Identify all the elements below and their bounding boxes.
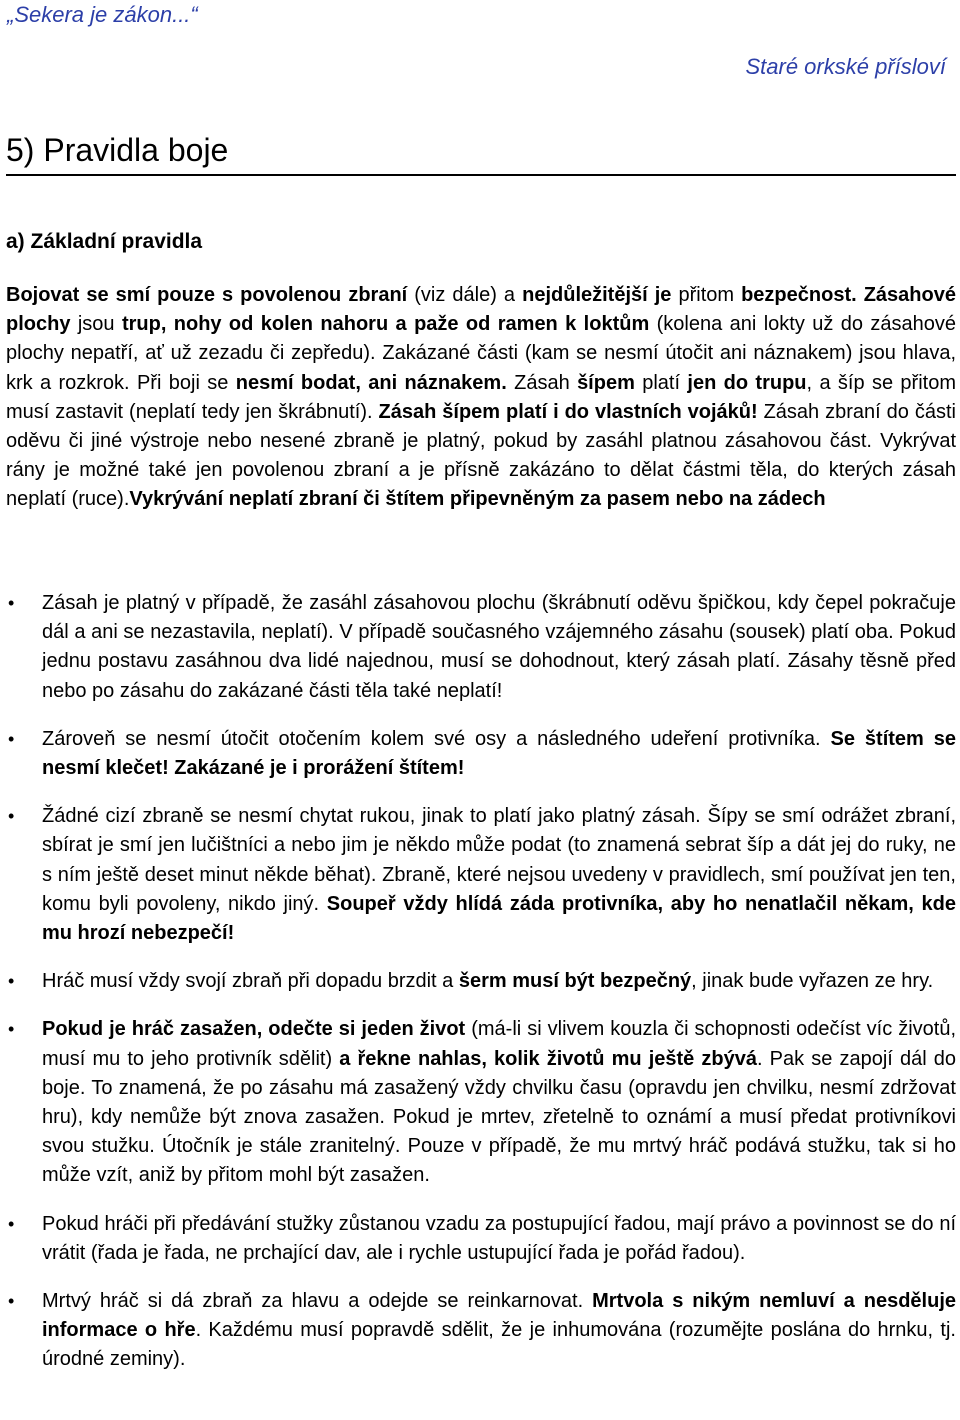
bullet-icon: • bbox=[8, 728, 15, 749]
rules-list bbox=[6, 589, 956, 1375]
intro-text: platí bbox=[634, 371, 688, 394]
rule-item bbox=[6, 967, 956, 996]
intro-emphasis: Bojovat se smí pouze s povolenou zbraní bbox=[6, 284, 408, 306]
rule-item bbox=[6, 1210, 956, 1268]
rule-text: Mrtvý hráč si dá zbraň za hlavu a odejde se reinkarnovat. bbox=[42, 1290, 593, 1313]
intro-text: (viz dále) a bbox=[407, 284, 523, 306]
bullet-icon: • bbox=[8, 593, 15, 613]
rule-text: , jinak bude vyřazen ze hry. bbox=[691, 970, 934, 993]
rule-emphasis: a řekne nahlas, kolik životů mu ještě zbývá bbox=[339, 1047, 757, 1070]
rule-item bbox=[6, 725, 956, 783]
rule-text: Žádné cizí zbraně se nesmí chytat rukou, jinak to platí jako platný zásah. Šípy se smí odrážet zbraní, sbírat je smí jen lučištníci a nebo jim je někdo může podat (to znamená sebrat šíp a dát jej do ruky, ne s ním ještě deset minut někde běhat). Zbraně, které nejsou uvedeny v pravidlech, smí používat jen ten, komu byli povoleny, nikdo jiný. bbox=[42, 805, 956, 915]
rule-text: (má-li si vlivem kouzla či schopnosti odečíst víc životů, musí mu to jeho protivník sdělit) bbox=[42, 1018, 956, 1070]
rule-text: Hráč musí vždy svojí zbraň při dopadu brzdit a bbox=[42, 970, 459, 993]
bullet-icon: • bbox=[8, 806, 15, 827]
intro-emphasis: Vykrývání neplatí zbraní či štítem připevněným za pasem nebo na zádech bbox=[129, 488, 826, 511]
intro-emphasis: Zásah šípem platí i do vlastních vojáků! bbox=[378, 400, 758, 423]
rule-item bbox=[6, 802, 956, 948]
intro-text: jsou bbox=[70, 313, 122, 336]
chapter-title: 5) Pravidla boje bbox=[6, 132, 229, 168]
bullet-icon: • bbox=[8, 1213, 15, 1234]
intro-emphasis: nesmí bodat, ani náznakem. bbox=[235, 371, 507, 394]
rule-item bbox=[6, 1287, 956, 1375]
rule-text: Zásah je platný v případě, že zasáhl zásahovou plochu (škrábnutí oděvu špičkou, kdy čepel pokračuje dál a ani se nezastavila, neplatí). V případě současného vzájemného zásahu (sousek) platí oba. Pokud jednu postavu zasáhnou dva lidé najednou, musí se dohodnout, který zásah platí. Zásahy těsně před nebo po zásahu do zakázané části těla také neplatí! bbox=[42, 592, 956, 702]
intro-emphasis: jen do trupu bbox=[687, 371, 807, 394]
intro-text: Zásah bbox=[506, 371, 578, 394]
bullet-icon: • bbox=[8, 1291, 15, 1312]
intro-emphasis: bezpečnost. Zásahové plochy bbox=[6, 284, 956, 336]
rule-item bbox=[6, 1015, 956, 1190]
rule-emphasis: Se štítem se nesmí klečet! Zakázané je i prorážení štítem! bbox=[42, 727, 957, 780]
epigraph-source: Staré orkské přísloví bbox=[745, 54, 946, 79]
rule-emphasis: Mrtvola s nikým nemluví a nesděluje informace o hře bbox=[42, 1290, 956, 1342]
rule-text: Zároveň se nesmí útočit otočením kolem své osy a následného udeření protivníka. bbox=[42, 727, 831, 750]
rule-emphasis: Soupeř vždy hlídá záda protivníka, aby ho nenatlačil někam, kde mu hrozí nebezpečí! bbox=[42, 892, 956, 945]
section-title: a) Základní pravidla bbox=[6, 230, 203, 253]
rule-text: Pokud hráči při předávání stužky zůstanou vzadu za postupující řadou, mají právo a povinnost se do ní vrátit (řada je řada, ne prchající dav, ale i rychle ustupující řada je pořád řadou). bbox=[42, 1212, 956, 1264]
intro-text: Zásah zbraní do části oděvu či jiné výstroje nebo nesené zbraně je platný, pokud by zasáhl platnou zásahovou část. Vykrývat rány je možné také jen povolenou zbraní a je přísně zakázáno to dělat částmi těla, do kterých zásah neplatí (ruce). bbox=[6, 400, 956, 511]
intro-text: , a šíp se přitom musí zastavit (neplatí tedy jen škrábnutí). bbox=[6, 371, 956, 423]
rule-emphasis: Pokud je hráč zasažen, odečte si jeden život bbox=[42, 1018, 466, 1041]
epigraph-quote: „Sekera je zákon...“ bbox=[7, 2, 198, 27]
intro-emphasis: nejdůležitější je bbox=[522, 284, 672, 306]
chapter-divider bbox=[6, 174, 956, 176]
rule-emphasis: šerm musí být bezpečný bbox=[458, 970, 692, 993]
bullet-icon: • bbox=[8, 971, 15, 992]
rule-text: . Každému musí popravdě sdělit, že je inhumována (rozumějte poslána do hrnku, tj. úrodné zeminy). bbox=[42, 1319, 956, 1371]
rule-text: . Pak se zapojí dál do boje. To znamená, že po zásahu má zasažený vždy chvilku času (opravdu jen chvilku, nesmí zdržovat hru), kdy nemůže být znova zasažen. Pokud je mrtev, zřetelně to oznámí a musí předat protivníkovi svou stužku. Útočník je stále zranitelný. Pouze v případě, že mu mrtvý hráč podává stužku, tak si ho může vzít, aniž by přitom mohl být zasažen. bbox=[42, 1047, 957, 1187]
intro-emphasis: šípem bbox=[577, 371, 635, 394]
rule-item bbox=[6, 589, 956, 706]
intro-emphasis: trup, nohy od kolen nahoru a paže od ramen k loktům bbox=[121, 313, 650, 336]
intro-paragraph bbox=[6, 281, 956, 515]
bullet-icon: • bbox=[8, 1019, 15, 1040]
intro-text: (kolena ani lokty už do zásahové plochy nepatří, ať už zezadu či zepředu). Zakázané části (kam se nesmí útočit ani náznakem) jsou hlava, krk a rozkrok. Při boji se bbox=[6, 313, 956, 394]
intro-text: přitom bbox=[671, 284, 742, 306]
